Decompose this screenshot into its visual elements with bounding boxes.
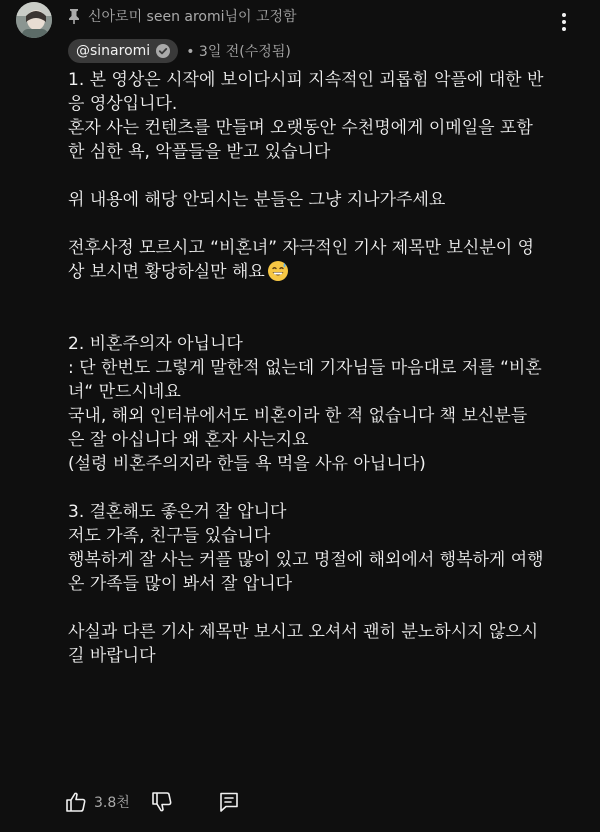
pinned-text: 신아로미 seen aromi님이 고정함 (88, 9, 297, 25)
comment-line: 은 잘 아십니다 왜 혼자 사는지요 (68, 430, 309, 450)
author-chip[interactable] (68, 39, 178, 63)
comment-line: 길 바랍니다 (68, 646, 156, 666)
more-options-button[interactable] (556, 10, 572, 34)
dislike-button[interactable] (150, 786, 174, 818)
verified-check-icon (156, 44, 170, 58)
timestamp-text: 3일 전(수정됨) (198, 44, 291, 60)
comment-line: 사실과 다른 기사 제목만 보시고 오셔서 괜히 분노하시지 않으시 (68, 622, 539, 642)
comment-line: (설령 비혼주의지라 한들 욕 먹을 사유 아닙니다) (68, 454, 426, 474)
comment-actions (64, 786, 240, 818)
comment-line: 응 영상입니다. (68, 94, 178, 114)
reply-icon (218, 791, 240, 813)
comment-line (68, 260, 580, 284)
grinning-sweat-emoji (267, 260, 289, 282)
comment-line: 혼자 사는 컨텐츠를 만들며 오랫동안 수천명에게 이메일을 포함 (68, 118, 533, 138)
comment-line: 국내, 해외 인터뷰에서도 비혼이라 한 적 없습니다 책 보신분들 (68, 406, 528, 426)
comment-line: 녀“ 만드시네요 (68, 382, 181, 402)
thumbs-up-icon (64, 790, 88, 814)
thumbs-down-icon (150, 790, 174, 814)
like-count: 3.8천 (94, 795, 130, 811)
comment-line: : 단 한번도 그렇게 말한적 없는데 기자님들 마음대로 저를 “비혼 (68, 358, 542, 378)
comment-line: 한 심한 욕, 악플들을 받고 있습니다 (68, 142, 331, 162)
pinned-label (68, 6, 297, 26)
comment-line-text: 상 보시면 황당하실만 해요 (68, 262, 265, 282)
comment-line: 저도 가족, 친구들 있습니다 (68, 526, 271, 546)
more-vert-icon (562, 13, 566, 31)
comment-line: 행복하게 잘 사는 커플 많이 있고 명절에 해외에서 행복하게 여행 (68, 550, 544, 570)
author-handle: @sinaromi (76, 43, 151, 59)
comment-line: 2. 비혼주의자 아닙니다 (68, 334, 243, 354)
comment-line: 온 가족들 많이 봐서 잘 압니다 (68, 574, 293, 594)
like-button[interactable] (64, 786, 88, 818)
comment-text (68, 68, 580, 668)
avatar[interactable] (16, 2, 52, 38)
comment-line: 전후사정 모르시고 “비혼녀” 자극적인 기사 제목만 보신분이 영 (68, 238, 534, 258)
comment-line: 3. 결혼해도 좋은거 잘 압니다 (68, 502, 287, 522)
comment-line: 위 내용에 해당 안되시는 분들은 그냥 지나가주세요 (68, 190, 446, 210)
comment-line: 1. 본 영상은 시작에 보이다시피 지속적인 괴롭힘 악플에 대한 반 (68, 70, 544, 90)
pin-icon (68, 8, 80, 24)
reply-button[interactable] (218, 786, 240, 818)
comment-header (68, 38, 291, 64)
comment-timestamp[interactable]: • 3일 전(수정됨) (186, 44, 291, 60)
